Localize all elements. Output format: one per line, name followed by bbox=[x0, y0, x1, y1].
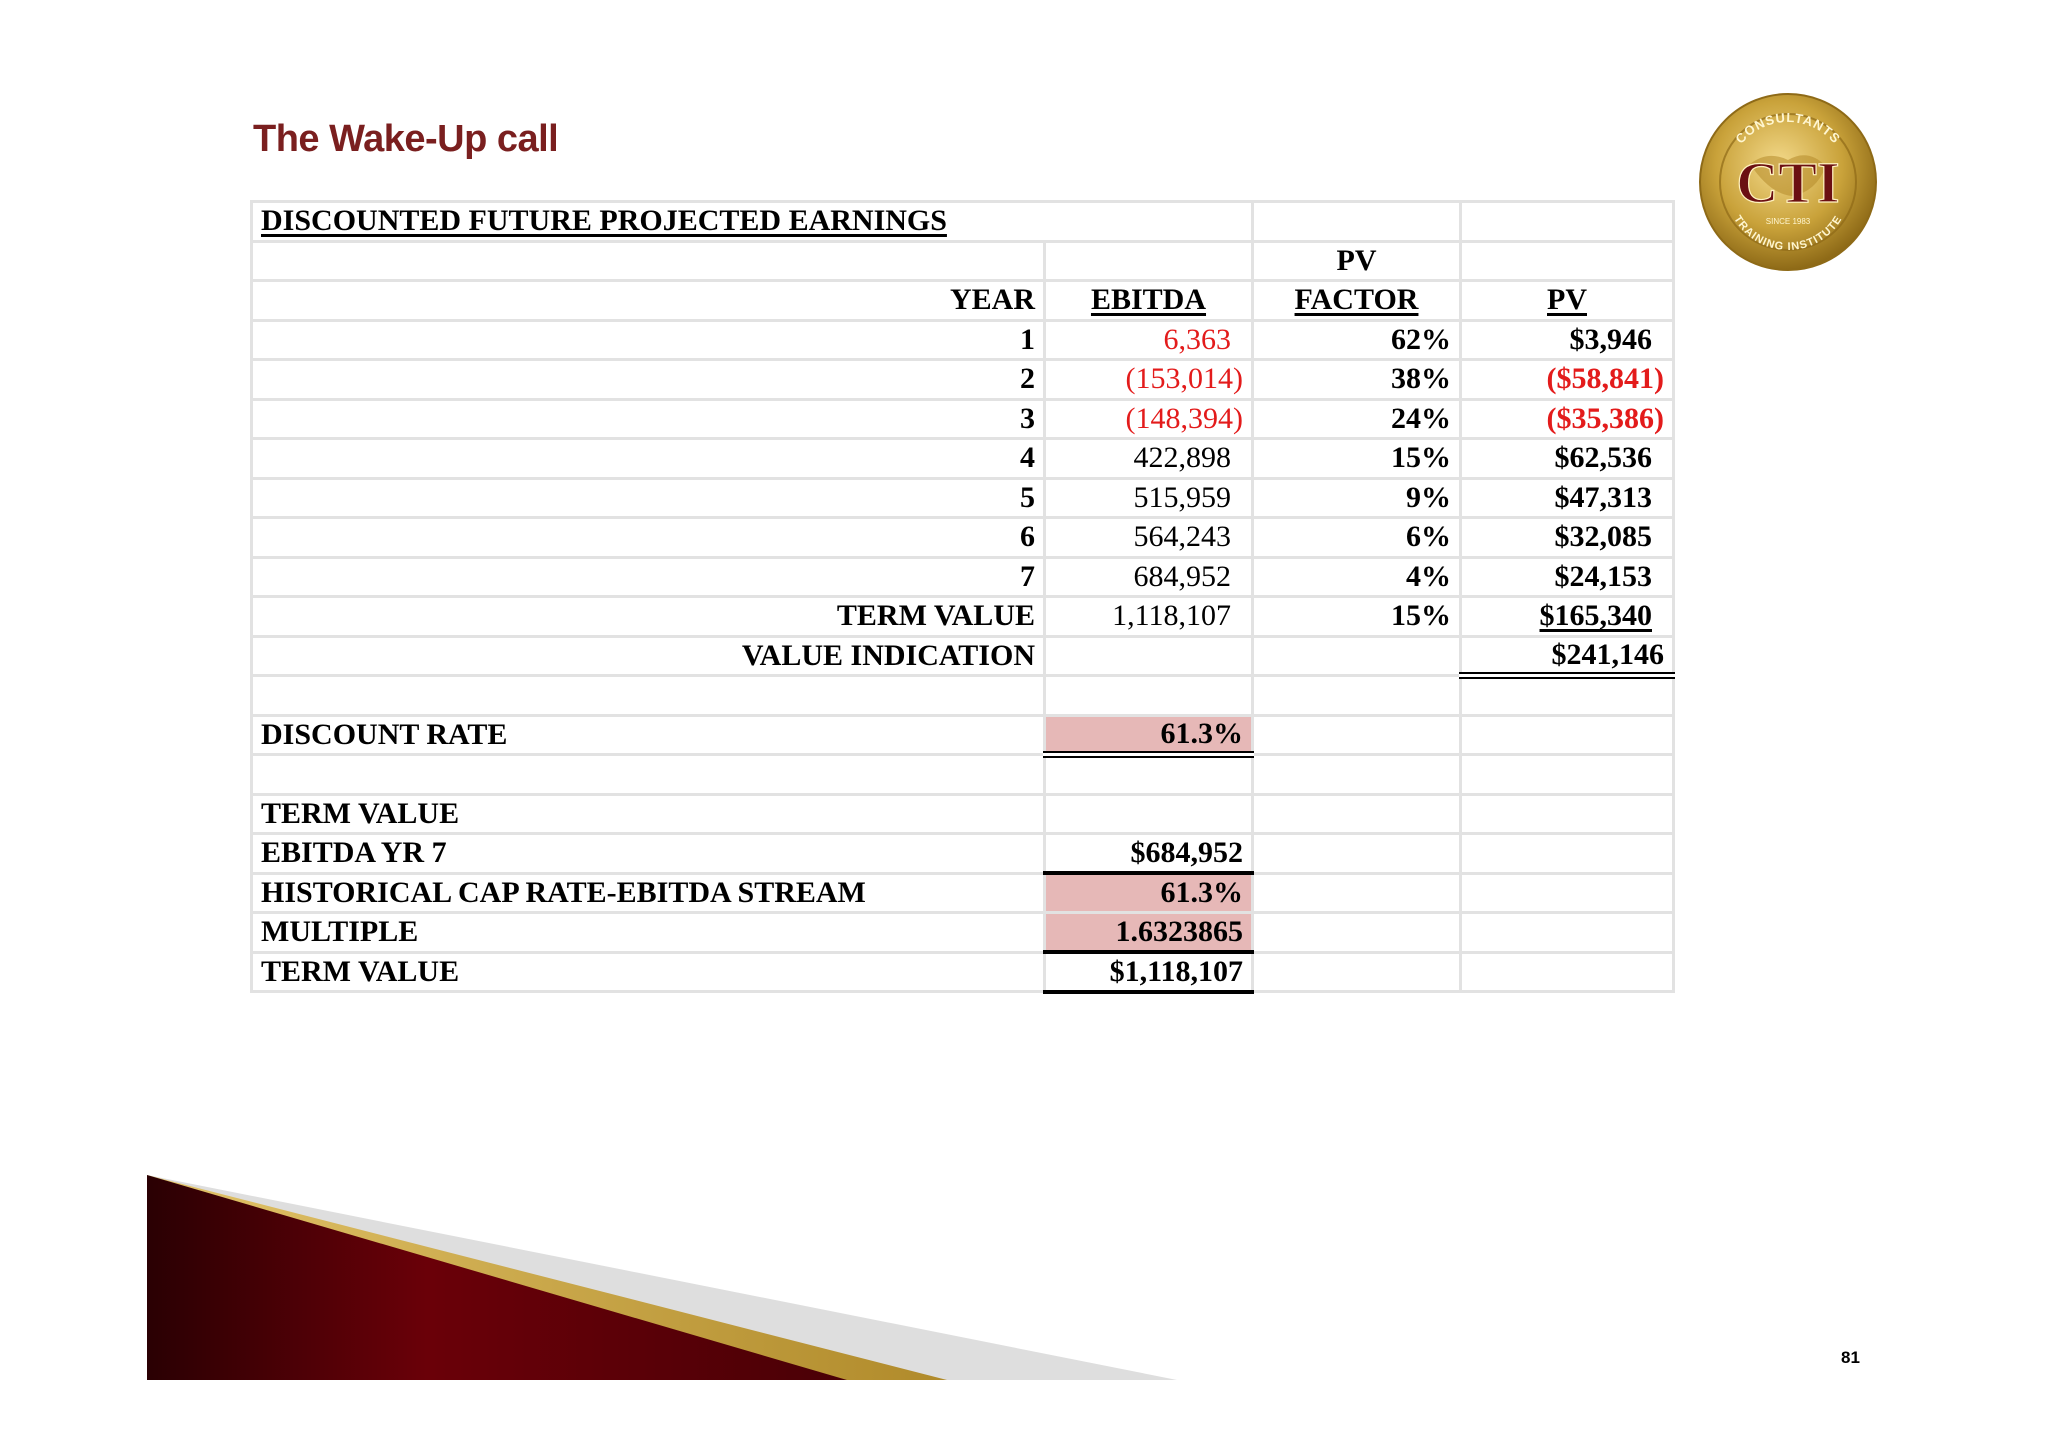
ebitda-cell: (148,394) bbox=[1045, 399, 1253, 439]
table-row bbox=[252, 399, 1674, 439]
discount-rate-label: DISCOUNT RATE bbox=[252, 715, 1045, 755]
discounted-earnings-table bbox=[250, 200, 1675, 994]
ebitda-cell: 6,363 bbox=[1045, 320, 1253, 360]
pv-cell: $24,153 bbox=[1461, 557, 1674, 597]
table-row bbox=[252, 518, 1674, 558]
cti-logo-seal bbox=[1698, 92, 1878, 272]
term-value-row bbox=[252, 597, 1674, 637]
term-value-factor: 15% bbox=[1253, 597, 1461, 637]
table-heading: DISCOUNTED FUTURE PROJECTED EARNINGS bbox=[261, 204, 947, 238]
spacer-row bbox=[252, 676, 1674, 716]
table-row bbox=[252, 557, 1674, 597]
cap-rate-row bbox=[252, 873, 1674, 913]
year-cell: 2 bbox=[252, 360, 1045, 400]
table-row bbox=[252, 320, 1674, 360]
multiple-label: MULTIPLE bbox=[252, 913, 1045, 953]
logo-ring-bottom-text: TRAINING INSTITUTE bbox=[1731, 213, 1845, 254]
discount-rate-row bbox=[252, 715, 1674, 755]
pv-cell: ($58,841) bbox=[1461, 360, 1674, 400]
factor-cell: 62% bbox=[1253, 320, 1461, 360]
table-heading-row bbox=[252, 202, 1674, 242]
value-indication-label: VALUE INDICATION bbox=[252, 636, 1045, 676]
term-section-heading-row bbox=[252, 794, 1674, 834]
ebitda-yr7-label: EBITDA YR 7 bbox=[252, 834, 1045, 874]
value-indication-row bbox=[252, 636, 1674, 676]
header-row-2 bbox=[252, 281, 1674, 321]
term-value-ebitda: 1,118,107 bbox=[1045, 597, 1253, 637]
year-cell: 3 bbox=[252, 399, 1045, 439]
term-value-result-row bbox=[252, 952, 1674, 992]
value-indication-pv: $241,146 bbox=[1461, 636, 1674, 676]
slide-title: The Wake-Up call bbox=[253, 118, 559, 160]
pv-cell: $62,536 bbox=[1461, 439, 1674, 479]
ebitda-header: EBITDA bbox=[1090, 283, 1207, 317]
factor-cell: 15% bbox=[1253, 439, 1461, 479]
factor-cell: 9% bbox=[1253, 478, 1461, 518]
factor-cell: 4% bbox=[1253, 557, 1461, 597]
ebitda-yr7-value: $684,952 bbox=[1045, 834, 1253, 874]
pv-cell: $32,085 bbox=[1461, 518, 1674, 558]
term-section-heading: TERM VALUE bbox=[252, 794, 1045, 834]
table-row bbox=[252, 360, 1674, 400]
header-row-1 bbox=[252, 241, 1674, 281]
table-row bbox=[252, 478, 1674, 518]
pv-factor-header-line1: PV bbox=[1253, 241, 1461, 281]
year-cell: 4 bbox=[252, 439, 1045, 479]
pv-cell: $3,946 bbox=[1461, 320, 1674, 360]
factor-cell: 38% bbox=[1253, 360, 1461, 400]
ebitda-cell: 422,898 bbox=[1045, 439, 1253, 479]
spacer-row bbox=[252, 755, 1674, 795]
multiple-row bbox=[252, 913, 1674, 953]
pv-cell: ($35,386) bbox=[1461, 399, 1674, 439]
pv-header: PV bbox=[1547, 283, 1587, 317]
term-value-result-label: TERM VALUE bbox=[252, 952, 1045, 992]
cap-rate-label: HISTORICAL CAP RATE-EBITDA STREAM bbox=[252, 873, 1045, 913]
discount-rate-value: 61.3% bbox=[1045, 715, 1253, 755]
factor-cell: 6% bbox=[1253, 518, 1461, 558]
year-cell: 1 bbox=[252, 320, 1045, 360]
ebitda-cell: 564,243 bbox=[1045, 518, 1253, 558]
year-cell: 6 bbox=[252, 518, 1045, 558]
ebitda-cell: 515,959 bbox=[1045, 478, 1253, 518]
logo-text: CTI bbox=[1736, 150, 1840, 215]
cap-rate-value: 61.3% bbox=[1045, 873, 1253, 913]
year-cell: 5 bbox=[252, 478, 1045, 518]
decorative-banner bbox=[147, 1170, 1187, 1380]
factor-header: FACTOR bbox=[1294, 283, 1419, 317]
banner-dark-stripe bbox=[147, 1175, 847, 1380]
factor-cell: 24% bbox=[1253, 399, 1461, 439]
term-value-result-value: $1,118,107 bbox=[1045, 952, 1253, 992]
year-header: YEAR bbox=[252, 281, 1045, 321]
logo-ring-top-text: CONSULTANTS bbox=[1732, 109, 1844, 147]
term-value-pv: $165,340 bbox=[1539, 599, 1652, 633]
multiple-value: 1.6323865 bbox=[1045, 913, 1253, 953]
table-row bbox=[252, 439, 1674, 479]
year-cell: 7 bbox=[252, 557, 1045, 597]
ebitda-cell: (153,014) bbox=[1045, 360, 1253, 400]
pv-cell: $47,313 bbox=[1461, 478, 1674, 518]
logo-since-text: SINCE 1983 bbox=[1765, 217, 1811, 226]
term-value-label: TERM VALUE bbox=[252, 597, 1045, 637]
page-number: 81 bbox=[1841, 1348, 1860, 1367]
ebitda-cell: 684,952 bbox=[1045, 557, 1253, 597]
ebitda-yr7-row bbox=[252, 834, 1674, 874]
